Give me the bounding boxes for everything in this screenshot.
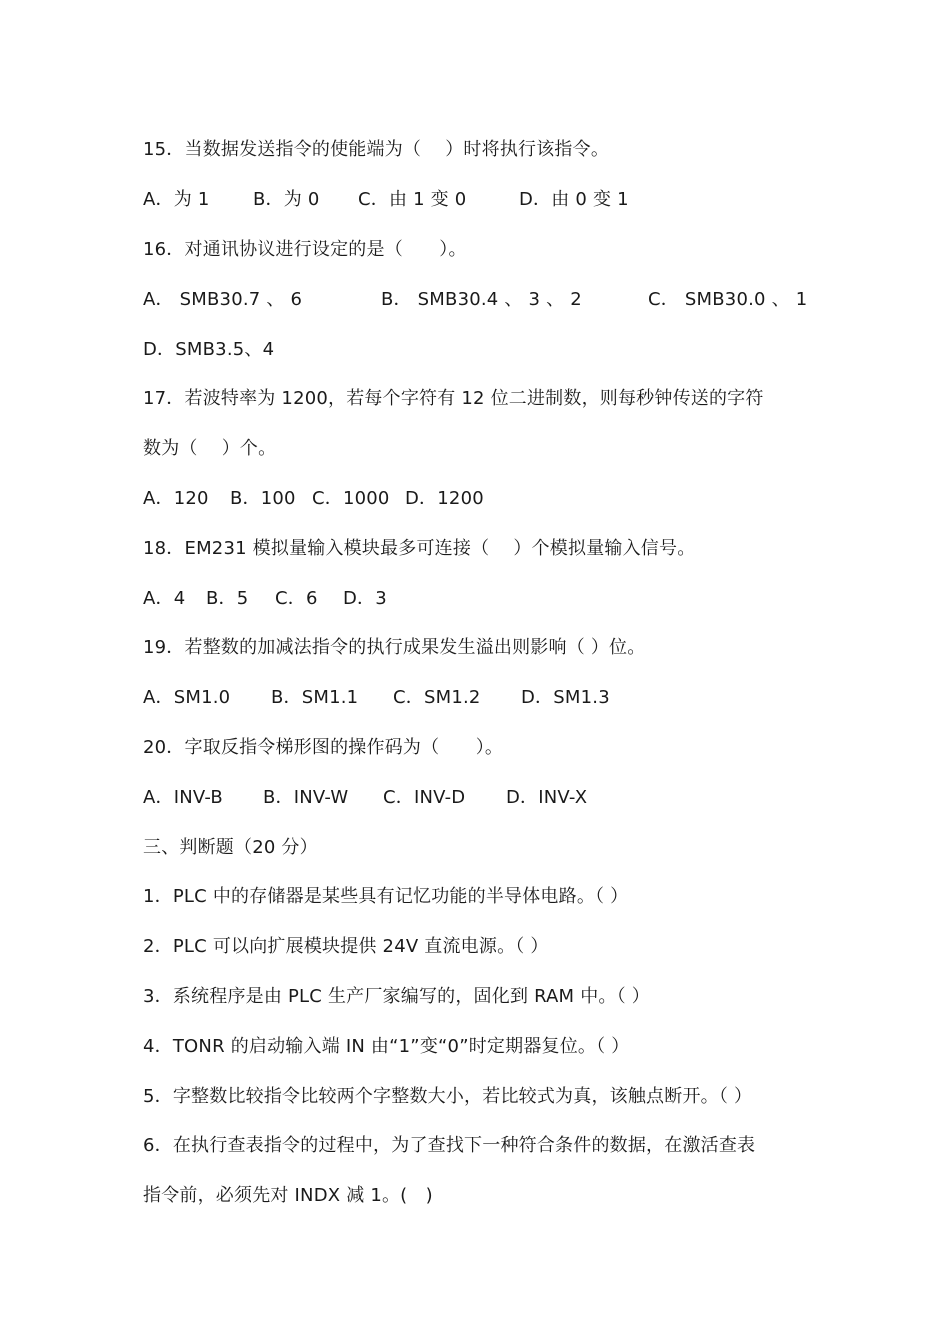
option-c: C．由 1 变 0 xyxy=(358,189,467,210)
question-17-stem-line2: 数为（ ）个。 xyxy=(143,438,277,459)
option-a: A．SM1.0 xyxy=(143,687,231,708)
option-a: A．120 xyxy=(143,488,209,509)
question-18-stem: 18．EM231 模拟量输入模块最多可连接（ ）个模拟量输入信号。 xyxy=(143,538,696,559)
question-20-stem: 20．字取反指令梯形图的操作码为（ ）。 xyxy=(143,737,504,758)
option-a: A． SMB30.7 、 6 xyxy=(143,289,303,310)
judgment-item-5: 5．字整数比较指令比较两个字整数大小，若比较式为真，该触点断开。（ ） xyxy=(143,1086,753,1107)
judgment-item-6-line2: 指令前，必须先对 INDX 减 1。( ) xyxy=(143,1185,433,1206)
option-c: C．6 xyxy=(275,588,318,609)
option-c: C． SMB30.0 、 1 xyxy=(648,289,808,310)
option-b: B．SM1.1 xyxy=(271,687,359,708)
option-a: A．4 xyxy=(143,588,186,609)
question-15-stem: 15．当数据发送指令的使能端为（ ）时将执行该指令。 xyxy=(143,139,610,160)
question-19-stem: 19．若整数的加减法指令的执行成果发生溢出则影响（ ）位。 xyxy=(143,637,646,658)
judgment-item-6-line1: 6．在执行查表指令的过程中，为了查找下一种符合条件的数据，在激活查表 xyxy=(143,1135,756,1156)
question-17-stem-line1: 17．若波特率为 1200，若每个字符有 12 位二进制数，则每秒钟传送的字符 xyxy=(143,388,764,409)
option-d: D．1200 xyxy=(405,488,484,509)
option-d: D．INV-X xyxy=(506,787,588,808)
option-d: D．3 xyxy=(343,588,387,609)
section-heading: 三、判断题（20 分） xyxy=(143,837,318,858)
option-a: A．INV-B xyxy=(143,787,223,808)
option-a: A．为 1 xyxy=(143,189,210,210)
judgment-item-3: 3．系统程序是由 PLC 生产厂家编写的，固化到 RAM 中。（ ） xyxy=(143,986,650,1007)
question-16-stem: 16．对通讯协议进行设定的是（ ）。 xyxy=(143,239,467,260)
judgment-item-1: 1．PLC 中的存储器是某些具有记忆功能的半导体电路。（ ） xyxy=(143,886,629,907)
question-16-option-d: D．SMB3.5、4 xyxy=(143,339,275,360)
judgment-item-2: 2．PLC 可以向扩展模块提供 24V 直流电源。（ ） xyxy=(143,936,549,957)
option-b: B．5 xyxy=(206,588,249,609)
option-b: B．100 xyxy=(230,488,296,509)
option-b: B．为 0 xyxy=(253,189,320,210)
option-d: D．SM1.3 xyxy=(521,687,610,708)
option-c: C．INV-D xyxy=(383,787,466,808)
judgment-item-4: 4．TONR 的启动输入端 IN 由“1”变“0”时定期器复位。（ ） xyxy=(143,1036,630,1057)
option-c: C．1000 xyxy=(312,488,390,509)
option-b: B．INV-W xyxy=(263,787,349,808)
option-c: C．SM1.2 xyxy=(393,687,481,708)
option-d: D．由 0 变 1 xyxy=(519,189,629,210)
option-b: B． SMB30.4 、 3 、 2 xyxy=(381,289,582,310)
